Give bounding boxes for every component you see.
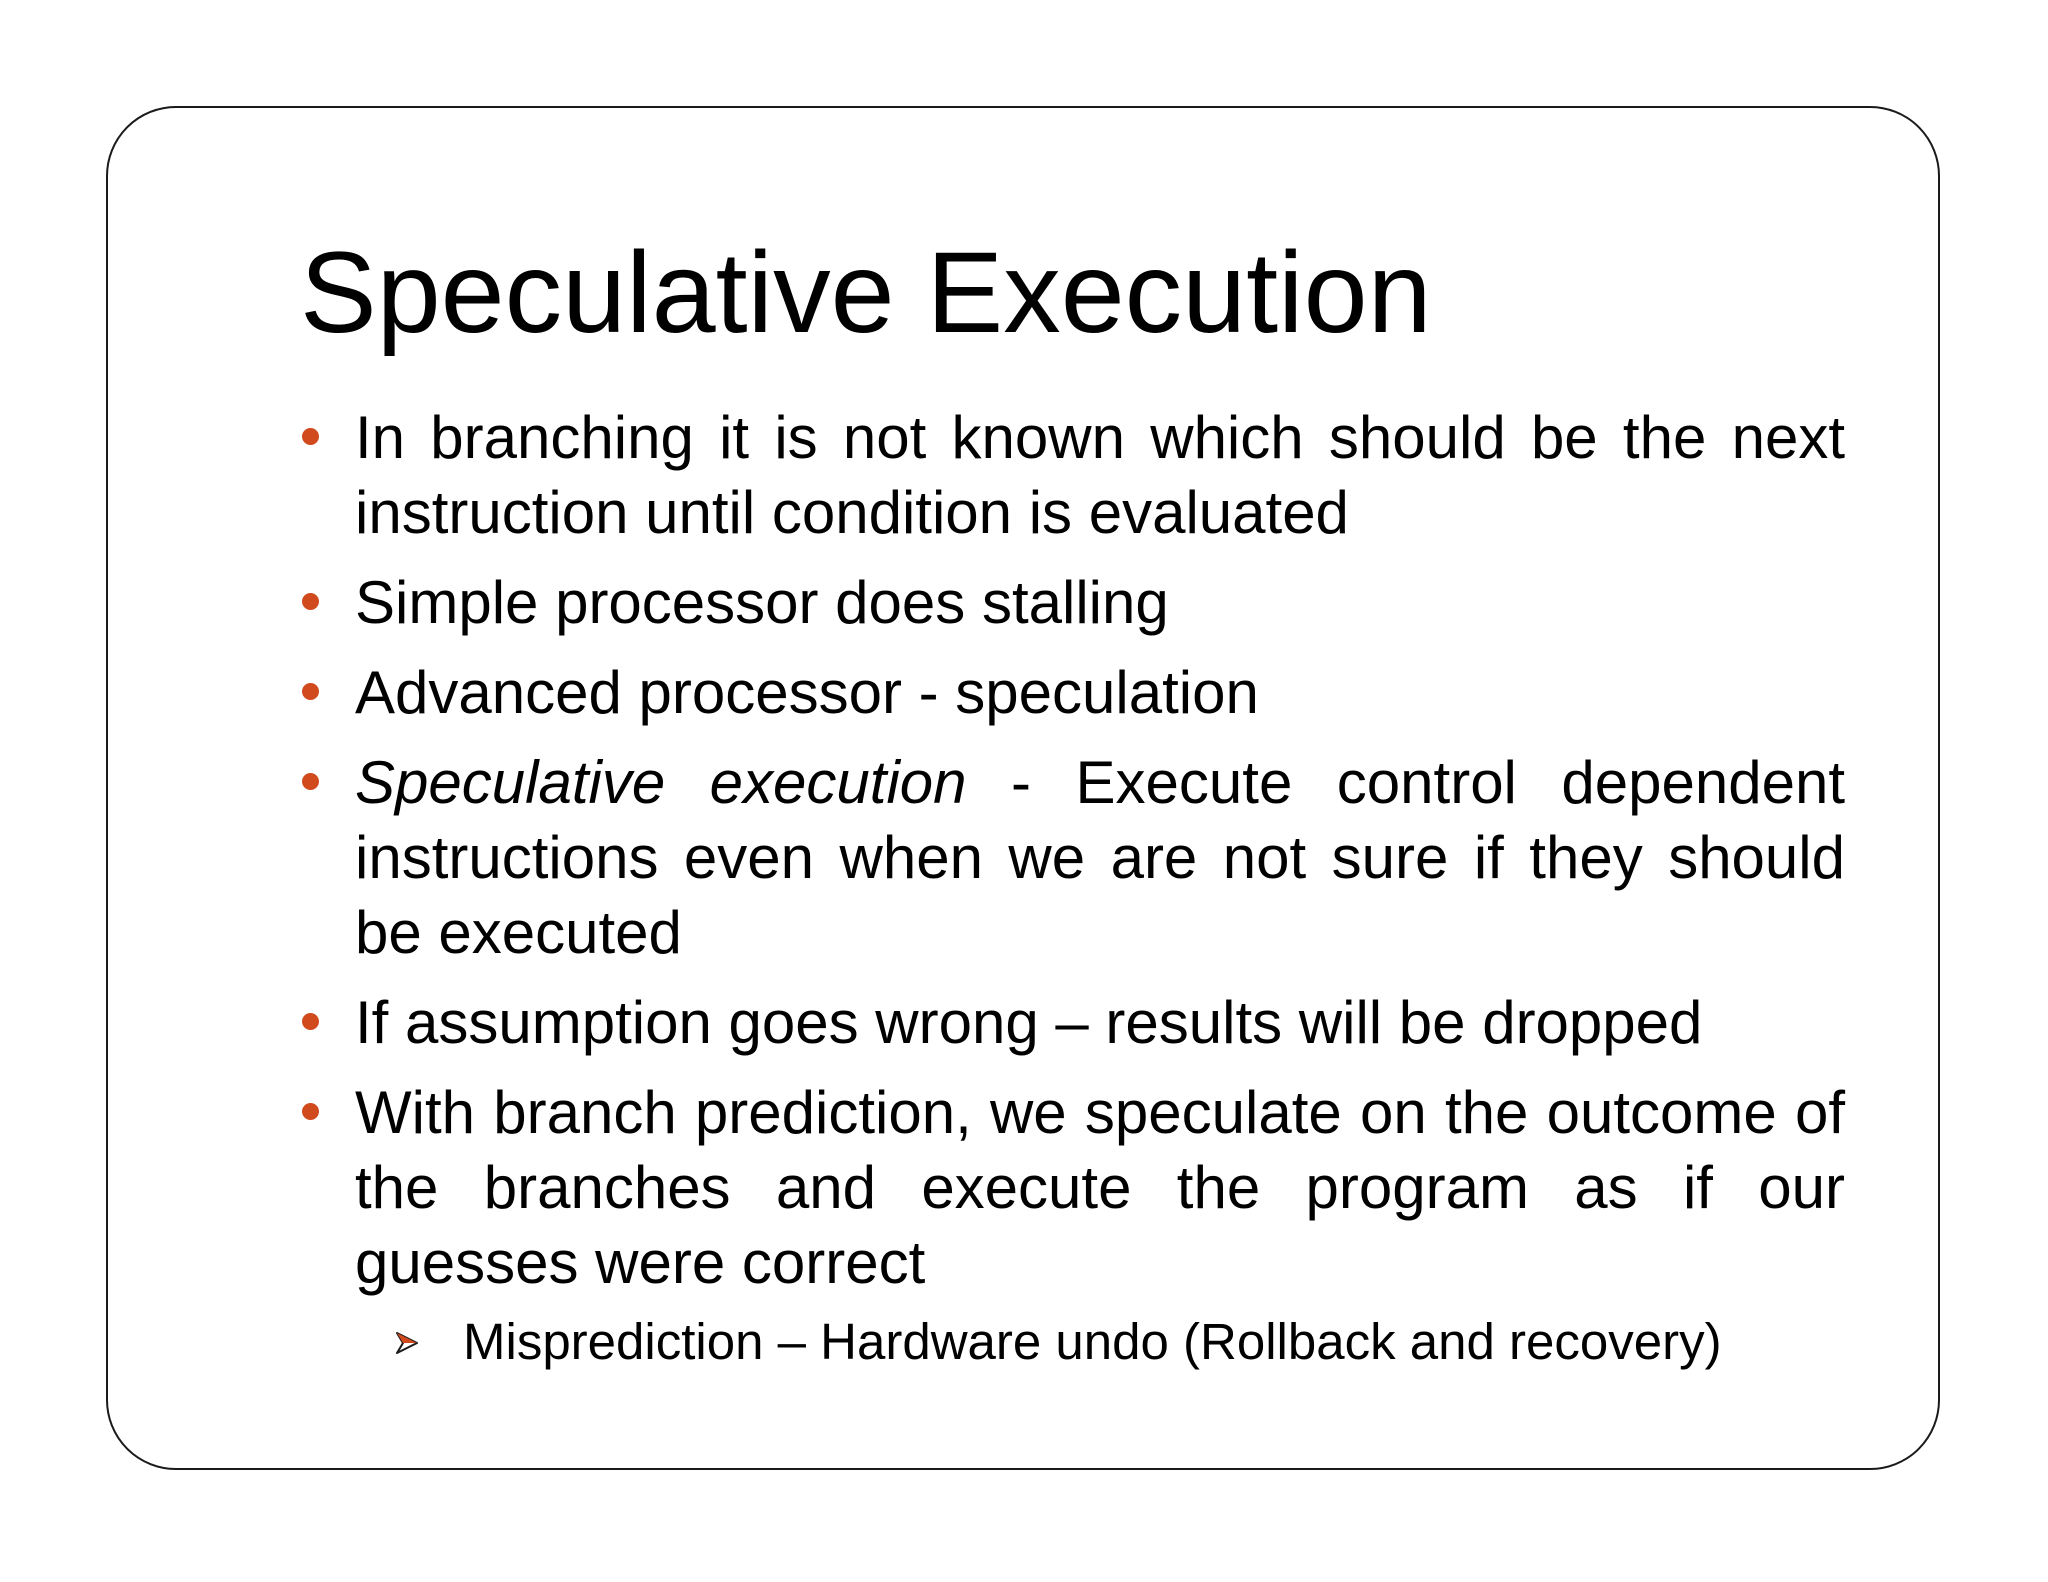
bullet-item [300, 745, 1845, 970]
bullet-dot-icon [302, 428, 319, 445]
bullet-emphasis: Speculative execution [355, 749, 967, 816]
bullet-text: In branching it is not known which should be the next instruction until condition is evaluated [355, 404, 1845, 546]
bullet-dot-icon [302, 593, 319, 610]
bullet-item [300, 985, 1845, 1060]
sub-bullet-item [355, 1310, 1845, 1374]
bullet-text: - Execute control dependent instructions even when we are not sure if they should be executed [355, 749, 1846, 966]
sub-bullet-list [355, 1310, 1845, 1374]
bullet-dot-icon [302, 1013, 319, 1030]
slide-title: Speculative Execution [300, 229, 1432, 357]
bullet-dot-icon [302, 1103, 319, 1120]
bullet-text: If assumption goes wrong – results will be dropped [355, 989, 1703, 1056]
bullet-dot-icon [302, 683, 319, 700]
bullet-dot-icon [302, 773, 319, 790]
sub-bullet-text: Misprediction – Hardware undo (Rollback and recovery) [463, 1313, 1722, 1370]
bullet-item [300, 1075, 1845, 1374]
bullet-text: Advanced processor - speculation [355, 659, 1259, 726]
bullet-text: Simple processor does stalling [355, 569, 1169, 636]
arrowhead-bullet-icon [395, 1331, 419, 1355]
bullet-list [300, 400, 1845, 1389]
bullet-text: With branch prediction, we speculate on the outcome of the branches and execute the program as if our guesses were correct [355, 1079, 1845, 1296]
bullet-item [300, 655, 1845, 730]
bullet-item [300, 400, 1845, 550]
bullet-item [300, 565, 1845, 640]
